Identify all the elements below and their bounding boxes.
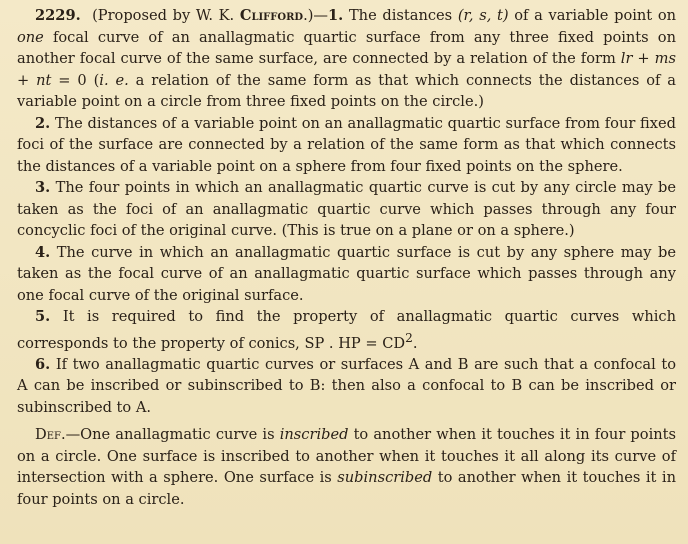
part-number-3: 3. [35,179,51,196]
text-segment: (r, s, t) [457,7,509,24]
text-segment: to another when it touches it in four points on a circle. [17,469,676,508]
text-segment: i. e. [99,71,129,89]
part-number-1: 1. [328,7,344,24]
text-segment: The distances of a variable point on an anallagmatic quartic surface from four fixed foci of the surface are connected by a relation of the same form as that which connects the distances of a variable point on a sphere from four fixed points on the sphere. [17,114,676,175]
paragraph-3 [17,177,676,242]
text-segment: —One anallagmatic curve is [65,426,280,444]
text-segment: focal curve of an anallagmatic quartic surface from any three fixed points on another focal curve of the same surface, are connected by a relation of the form [17,28,676,67]
definition-paragraph [17,424,676,510]
paragraph-6 [17,354,676,419]
definition-label: Def. [35,426,66,444]
superscript: 2 [405,330,413,345]
paragraph-4 [17,242,676,307]
text-segment: The curve in which an anallagmatic quartic surface is cut by any sphere may be taken as the focal curve of an anallagmatic quartic surface which passes through any one focal curve of the original surface. [17,243,676,304]
text-segment: The four points in which an anallagmatic quartic curve is cut by any circle may be taken as the foci of an anallagmatic quartic curve which passes through any four concyclic foci of the original curve. (This is true on a plane or on a sphere.) [17,179,676,239]
text-segment: to another when it touches it in four points on a circle. One surface is inscribed to another when it touches it all along its curve of intersection with a sphere. One surface is [17,426,676,487]
text-segment: . [412,334,418,352]
text-segment: If two anallagmatic quartic curves or surfaces A and B are such that a confocal to A can be inscribed or subinscribed to B: then also a confocal to B can be inscribed or subinscribed to A. [17,355,676,416]
text-segment: = 0 ( [51,71,100,89]
text-segment: one [17,28,44,46]
proposer-suffix: .)— [303,7,329,24]
part-number-6: 6. [35,355,51,373]
text-segment: a relation of the same form as that which connects the distances of a variable point on a circle from three fixed points on the circle.) [17,71,676,110]
part-number-5: 5. [35,308,51,325]
text-segment: of a variable point on [508,7,677,24]
part-number-2: 2. [35,114,51,132]
text-segment: The distances [343,7,458,24]
paragraph-2 [17,113,676,178]
text-segment: inscribed [279,426,349,444]
problem-number: 2229. [35,7,81,24]
proposer-prefix: (Proposed by W. K. [92,7,235,24]
formula: lr + ms + nt [17,50,676,89]
text-segment: It is required to find the property of anallagmatic quartic curves which corresponds to the property of conics, SP . HP = CD [17,308,676,352]
proposer-name: Clifford [239,7,304,24]
paragraph-5 [17,306,676,354]
part-number-4: 4. [35,243,51,261]
text-segment: subinscribed [337,469,433,487]
paragraph-1 [17,5,676,113]
